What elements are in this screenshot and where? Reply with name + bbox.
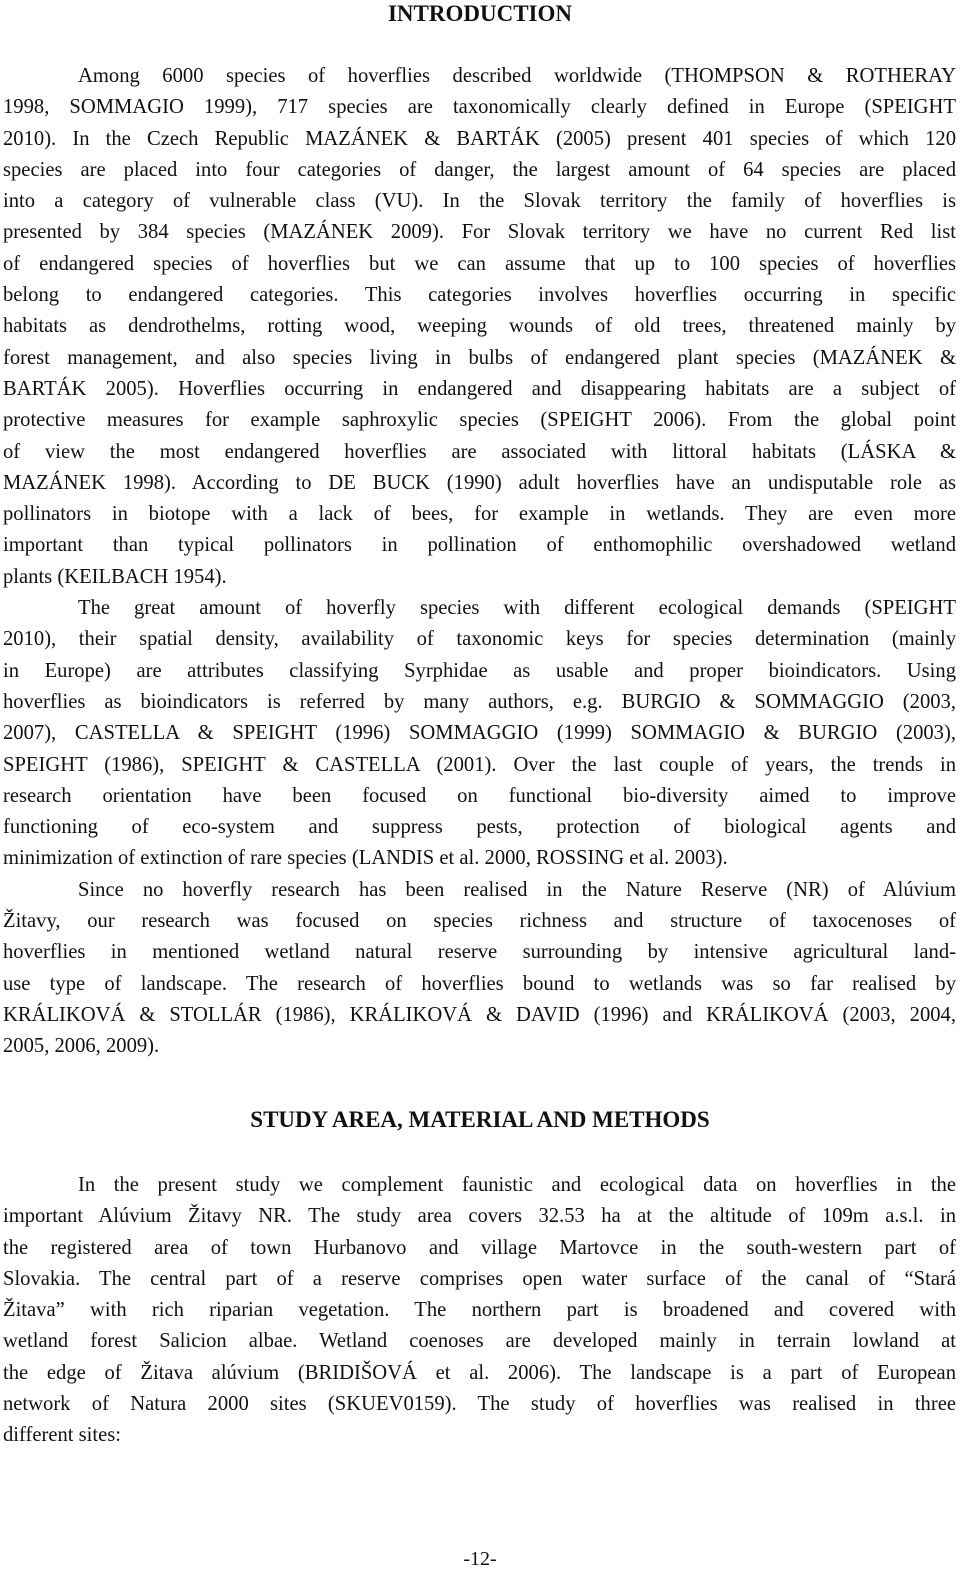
text-line: different sites: bbox=[3, 1424, 122, 1447]
introduction-heading: INTRODUCTION bbox=[387, 1, 573, 26]
text-line: 2007), CASTELLA & SPEIGHT (1996) SOMMAGGIO (1999) SOMMAGIO & BURGIO (2003), bbox=[3, 722, 956, 745]
text-line: network of Natura 2000 sites (SKUEV0159). The study of hoverflies was realised in three bbox=[3, 1393, 956, 1416]
text-line: hoverflies as bioindicators is referred by many authors, e.g. BURGIO & SOMMAGGIO (2003, bbox=[3, 690, 956, 713]
text-line: presented by 384 species (MAZÁNEK 2009). For Slovak territory we have no current Red list bbox=[3, 221, 956, 244]
text-line: Slovakia. The central part of a reserve comprises open water surface of the canal of “Stará bbox=[3, 1267, 956, 1290]
text-line: protective measures for example saphroxylic species (SPEIGHT 2006). From the global point bbox=[3, 409, 956, 432]
text-line: hoverflies in mentioned wetland natural reserve surrounding by intensive agricultural land- bbox=[3, 941, 956, 964]
text-line: use type of landscape. The research of hoverflies bound to wetlands was so far realised by bbox=[3, 972, 956, 995]
text-line: in Europe) are attributes classifying Syrphidae as usable and proper bioindicators. Using bbox=[3, 659, 956, 682]
text-line: 2010). In the Czech Republic MAZÁNEK & BARTÁK (2005) present 401 species of which 120 bbox=[3, 127, 956, 150]
study-area-heading: STUDY AREA, MATERIAL AND METHODS bbox=[250, 1107, 710, 1132]
text-line: belong to endangered categories. This categories involves hoverflies occurring in specific bbox=[3, 284, 956, 307]
text-line: important than typical pollinators in pollination of enthomophilic overshadowed wetland bbox=[3, 534, 956, 557]
text-line: plants (KEILBACH 1954). bbox=[3, 565, 227, 588]
text-line: In the present study we complement faunistic and ecological data on hoverflies in the bbox=[78, 1174, 956, 1196]
text-line: 2005, 2006, 2009). bbox=[3, 1035, 160, 1058]
text-line: species are placed into four categories of danger, the largest amount of 64 species are placed bbox=[3, 158, 956, 181]
text-line: 1998, SOMMAGIO 1999), 717 species are taxonomically clearly defined in Europe (SPEIGHT bbox=[3, 96, 956, 119]
text-line: minimization of extinction of rare species (LANDIS et al. 2000, ROSSING et al. 2003). bbox=[3, 847, 728, 870]
text-line: Žitava” with rich riparian vegetation. The northern part is broadened and covered with bbox=[3, 1299, 956, 1322]
text-line: important Alúvium Žitavy NR. The study area covers 32.53 ha at the altitude of 109m a.s.l. in bbox=[3, 1205, 956, 1228]
methods-section bbox=[3, 1170, 956, 1452]
text-line: SPEIGHT (1986), SPEIGHT & CASTELLA (2001). Over the last couple of years, the trends in bbox=[3, 753, 956, 776]
introduction-section bbox=[3, 61, 956, 1063]
text-line: wetland forest Salicion albae. Wetland coenoses are developed mainly in terrain lowland at bbox=[3, 1330, 956, 1353]
text-line: forest management, and also species living in bulbs of endangered plant species (MAZÁNEK & bbox=[3, 346, 956, 369]
text-line: into a category of vulnerable class (VU). In the Slovak territory the family of hoverflies is bbox=[3, 190, 956, 213]
text-line: 2010), their spatial density, availability of taxonomic keys for species determination (mainly bbox=[3, 628, 956, 651]
text-line: research orientation have been focused on functional bio-diversity aimed to improve bbox=[3, 784, 956, 807]
text-line: MAZÁNEK 1998). According to DE BUCK (1990) adult hoverflies have an undisputable role as bbox=[3, 471, 956, 494]
text-line: of endangered species of hoverflies but we can assume that up to 100 species of hoverflies bbox=[3, 252, 956, 275]
text-line: the edge of Žitava alúvium (BRIDIŠOVÁ et al. 2006). The landscape is a part of European bbox=[3, 1361, 956, 1384]
text-line: BARTÁK 2005). Hoverflies occurring in endangered and disappearing habitats are a subject of bbox=[3, 377, 956, 400]
text-line: habitats as dendrothelms, rotting wood, weeping wounds of old trees, threatened mainly by bbox=[3, 315, 956, 338]
text-line: Since no hoverfly research has been realised in the Nature Reserve (NR) of Alúvium bbox=[78, 878, 956, 901]
page-number: -12- bbox=[463, 1548, 497, 1570]
text-line: Among 6000 species of hoverflies described worldwide (THOMPSON & ROTHERAY bbox=[78, 65, 956, 87]
text-line: Žitavy, our research was focused on species richness and structure of taxocenoses of bbox=[3, 910, 956, 933]
text-line: The great amount of hoverfly species with different ecological demands (SPEIGHT bbox=[78, 597, 956, 620]
text-line: pollinators in biotope with a lack of bees, for example in wetlands. They are even more bbox=[3, 503, 956, 526]
text-line: the registered area of town Hurbanovo and village Martovce in the south-western part of bbox=[3, 1236, 956, 1259]
text-line: KRÁLIKOVÁ & STOLLÁR (1986), KRÁLIKOVÁ & DAVID (1996) and KRÁLIKOVÁ (2003, 2004, bbox=[3, 1003, 956, 1026]
text-line: of view the most endangered hoverflies are associated with littoral habitats (LÁSKA & bbox=[3, 440, 956, 463]
text-line: functioning of eco-system and suppress pests, protection of biological agents and bbox=[3, 816, 956, 839]
